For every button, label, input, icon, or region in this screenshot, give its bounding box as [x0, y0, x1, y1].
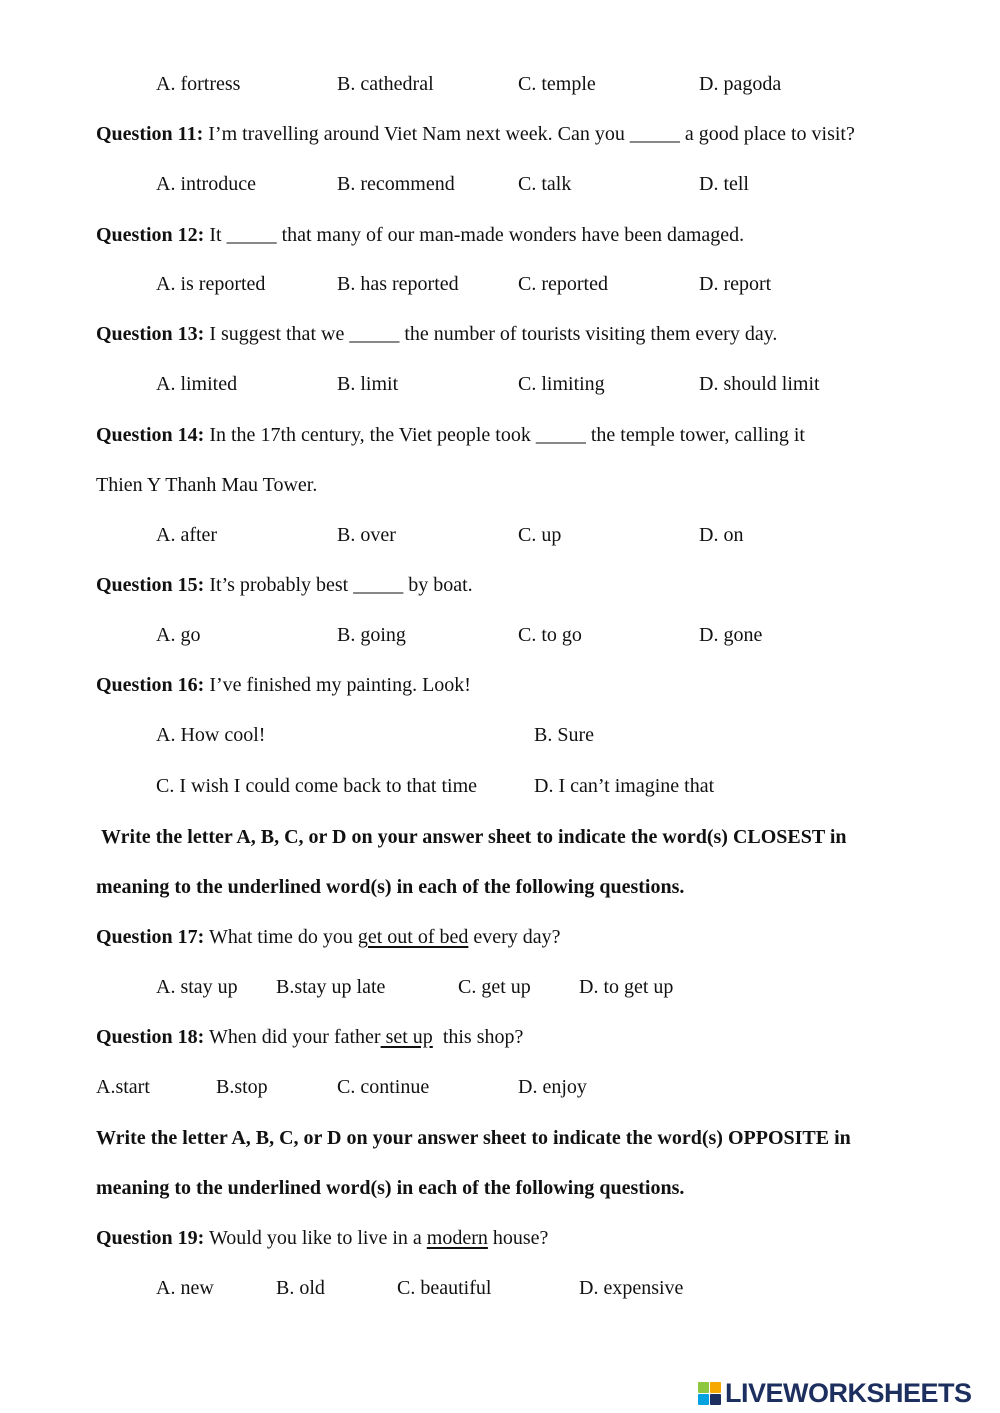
- q17-option-a[interactable]: A. stay up: [156, 976, 238, 998]
- liveworksheets-logo-icon: [698, 1382, 721, 1405]
- question-15-text: It’s probably best: [204, 574, 354, 596]
- q13-option-b[interactable]: B. limit: [337, 373, 399, 395]
- question-15: [96, 573, 473, 597]
- q12-option-b[interactable]: B. has reported: [337, 273, 459, 295]
- q17-option-c[interactable]: C. get up: [458, 976, 531, 998]
- question-11-text: I’m travelling around Viet Nam next week. Can you: [203, 123, 630, 145]
- question-12-text-end: that many of our man-made wonders have been damaged.: [276, 224, 745, 246]
- question-18-text: When did your father: [204, 1026, 381, 1048]
- question-19-label: Question 19:: [96, 1227, 205, 1249]
- q18-option-d[interactable]: D. enjoy: [518, 1076, 587, 1098]
- q10-option-c[interactable]: C. temple: [518, 73, 596, 95]
- q14-option-b[interactable]: B. over: [337, 524, 396, 546]
- q11-option-d[interactable]: D. tell: [699, 173, 749, 195]
- instruction-closest-line-1: Write the letter A, B, C, or D on your answer sheet to indicate the word(s) CLOSEST in: [101, 826, 847, 848]
- q13-option-d[interactable]: D. should limit: [699, 373, 820, 395]
- question-13: [96, 322, 777, 346]
- q10-option-b[interactable]: B. cathedral: [337, 73, 434, 95]
- question-15-blank: _____: [353, 574, 404, 596]
- q13-option-a[interactable]: A. limited: [156, 373, 238, 395]
- q15-option-c[interactable]: C. to go: [518, 624, 582, 646]
- question-15-label: Question 15:: [96, 574, 205, 596]
- question-19-text-end: house?: [487, 1227, 549, 1249]
- question-11: [96, 122, 855, 146]
- q12-option-d[interactable]: D. report: [699, 273, 772, 295]
- q18-option-a[interactable]: A.start: [96, 1076, 150, 1098]
- question-11-text-end: a good place to visit?: [679, 123, 855, 145]
- question-14: [96, 423, 805, 447]
- question-12-text: It: [204, 224, 227, 246]
- q18-option-c[interactable]: C. continue: [337, 1076, 430, 1098]
- question-11-label: Question 11:: [96, 123, 204, 145]
- logo-square-3: [698, 1394, 709, 1405]
- question-17: [96, 925, 561, 949]
- q10-option-d[interactable]: D. pagoda: [699, 73, 782, 95]
- question-13-text-end: the number of tourists visiting them every day.: [399, 323, 778, 345]
- logo-square-1: [698, 1382, 709, 1393]
- question-19: [96, 1226, 548, 1250]
- question-19-underlined: modern: [426, 1227, 488, 1249]
- q15-option-a[interactable]: A. go: [156, 624, 201, 646]
- question-14-text-end: the temple tower, calling it: [585, 424, 805, 446]
- question-15-text-end: by boat.: [403, 574, 473, 596]
- q19-option-b[interactable]: B. old: [276, 1277, 325, 1299]
- question-12: [96, 223, 744, 247]
- question-17-text-end: every day?: [468, 926, 561, 948]
- question-14-text: In the 17th century, the Viet people took: [204, 424, 536, 446]
- q14-option-d[interactable]: D. on: [699, 524, 744, 546]
- q10-option-a[interactable]: A. fortress: [156, 73, 241, 95]
- question-13-blank: _____: [349, 323, 400, 345]
- q16-option-d[interactable]: D. I can’t imagine that: [534, 775, 715, 797]
- q17-option-d[interactable]: D. to get up: [579, 976, 674, 998]
- question-17-label: Question 17:: [96, 926, 205, 948]
- q17-option-b[interactable]: B.stay up late: [276, 976, 386, 998]
- question-14-blank: _____: [535, 424, 586, 446]
- logo-square-4: [710, 1394, 721, 1405]
- question-12-blank: _____: [226, 224, 277, 246]
- q12-option-a[interactable]: A. is reported: [156, 273, 266, 295]
- q14-option-a[interactable]: A. after: [156, 524, 218, 546]
- liveworksheets-logo-text: LIVEWORKSHEETS: [725, 1378, 972, 1408]
- question-18-label: Question 18:: [96, 1026, 205, 1048]
- q12-option-c[interactable]: C. reported: [518, 273, 608, 295]
- q16-option-c[interactable]: C. I wish I could come back to that time: [156, 775, 478, 797]
- question-14-line-2: Thien Y Thanh Mau Tower.: [96, 474, 318, 496]
- question-19-text: Would you like to live in a: [204, 1227, 427, 1249]
- question-16-text: I’ve finished my painting. Look!: [204, 674, 471, 696]
- q19-option-c[interactable]: C. beautiful: [397, 1277, 492, 1299]
- question-13-text: I suggest that we: [204, 323, 350, 345]
- q16-option-b[interactable]: B. Sure: [534, 724, 594, 746]
- q19-option-d[interactable]: D. expensive: [579, 1277, 684, 1299]
- logo-square-2: [710, 1382, 721, 1393]
- q19-option-a[interactable]: A. new: [156, 1277, 214, 1299]
- liveworksheets-logo: [698, 1378, 972, 1409]
- question-18-underlined: set up: [380, 1026, 433, 1048]
- instruction-opposite-line-1: Write the letter A, B, C, or D on your answer sheet to indicate the word(s) OPPOSITE in: [96, 1127, 851, 1149]
- question-17-underlined: get out of bed: [357, 926, 469, 948]
- question-16-label: Question 16:: [96, 674, 205, 696]
- q14-option-c[interactable]: C. up: [518, 524, 562, 546]
- question-14-label: Question 14:: [96, 424, 205, 446]
- q18-option-b[interactable]: B.stop: [216, 1076, 268, 1098]
- q11-option-c[interactable]: C. talk: [518, 173, 572, 195]
- question-16: [96, 673, 471, 697]
- q16-option-a[interactable]: A. How cool!: [156, 724, 266, 746]
- q11-option-a[interactable]: A. introduce: [156, 173, 256, 195]
- instruction-opposite-line-2: meaning to the underlined word(s) in each of the following questions.: [96, 1177, 685, 1199]
- instruction-closest-line-2: meaning to the underlined word(s) in each of the following questions.: [96, 876, 685, 898]
- q11-option-b[interactable]: B. recommend: [337, 173, 455, 195]
- question-18: [96, 1025, 523, 1049]
- q13-option-c[interactable]: C. limiting: [518, 373, 605, 395]
- q15-option-d[interactable]: D. gone: [699, 624, 763, 646]
- question-18-text-end: this shop?: [432, 1026, 524, 1048]
- question-13-label: Question 13:: [96, 323, 205, 345]
- question-17-text: What time do you: [204, 926, 358, 948]
- question-11-blank: _____: [629, 123, 680, 145]
- q15-option-b[interactable]: B. going: [337, 624, 406, 646]
- question-12-label: Question 12:: [96, 224, 205, 246]
